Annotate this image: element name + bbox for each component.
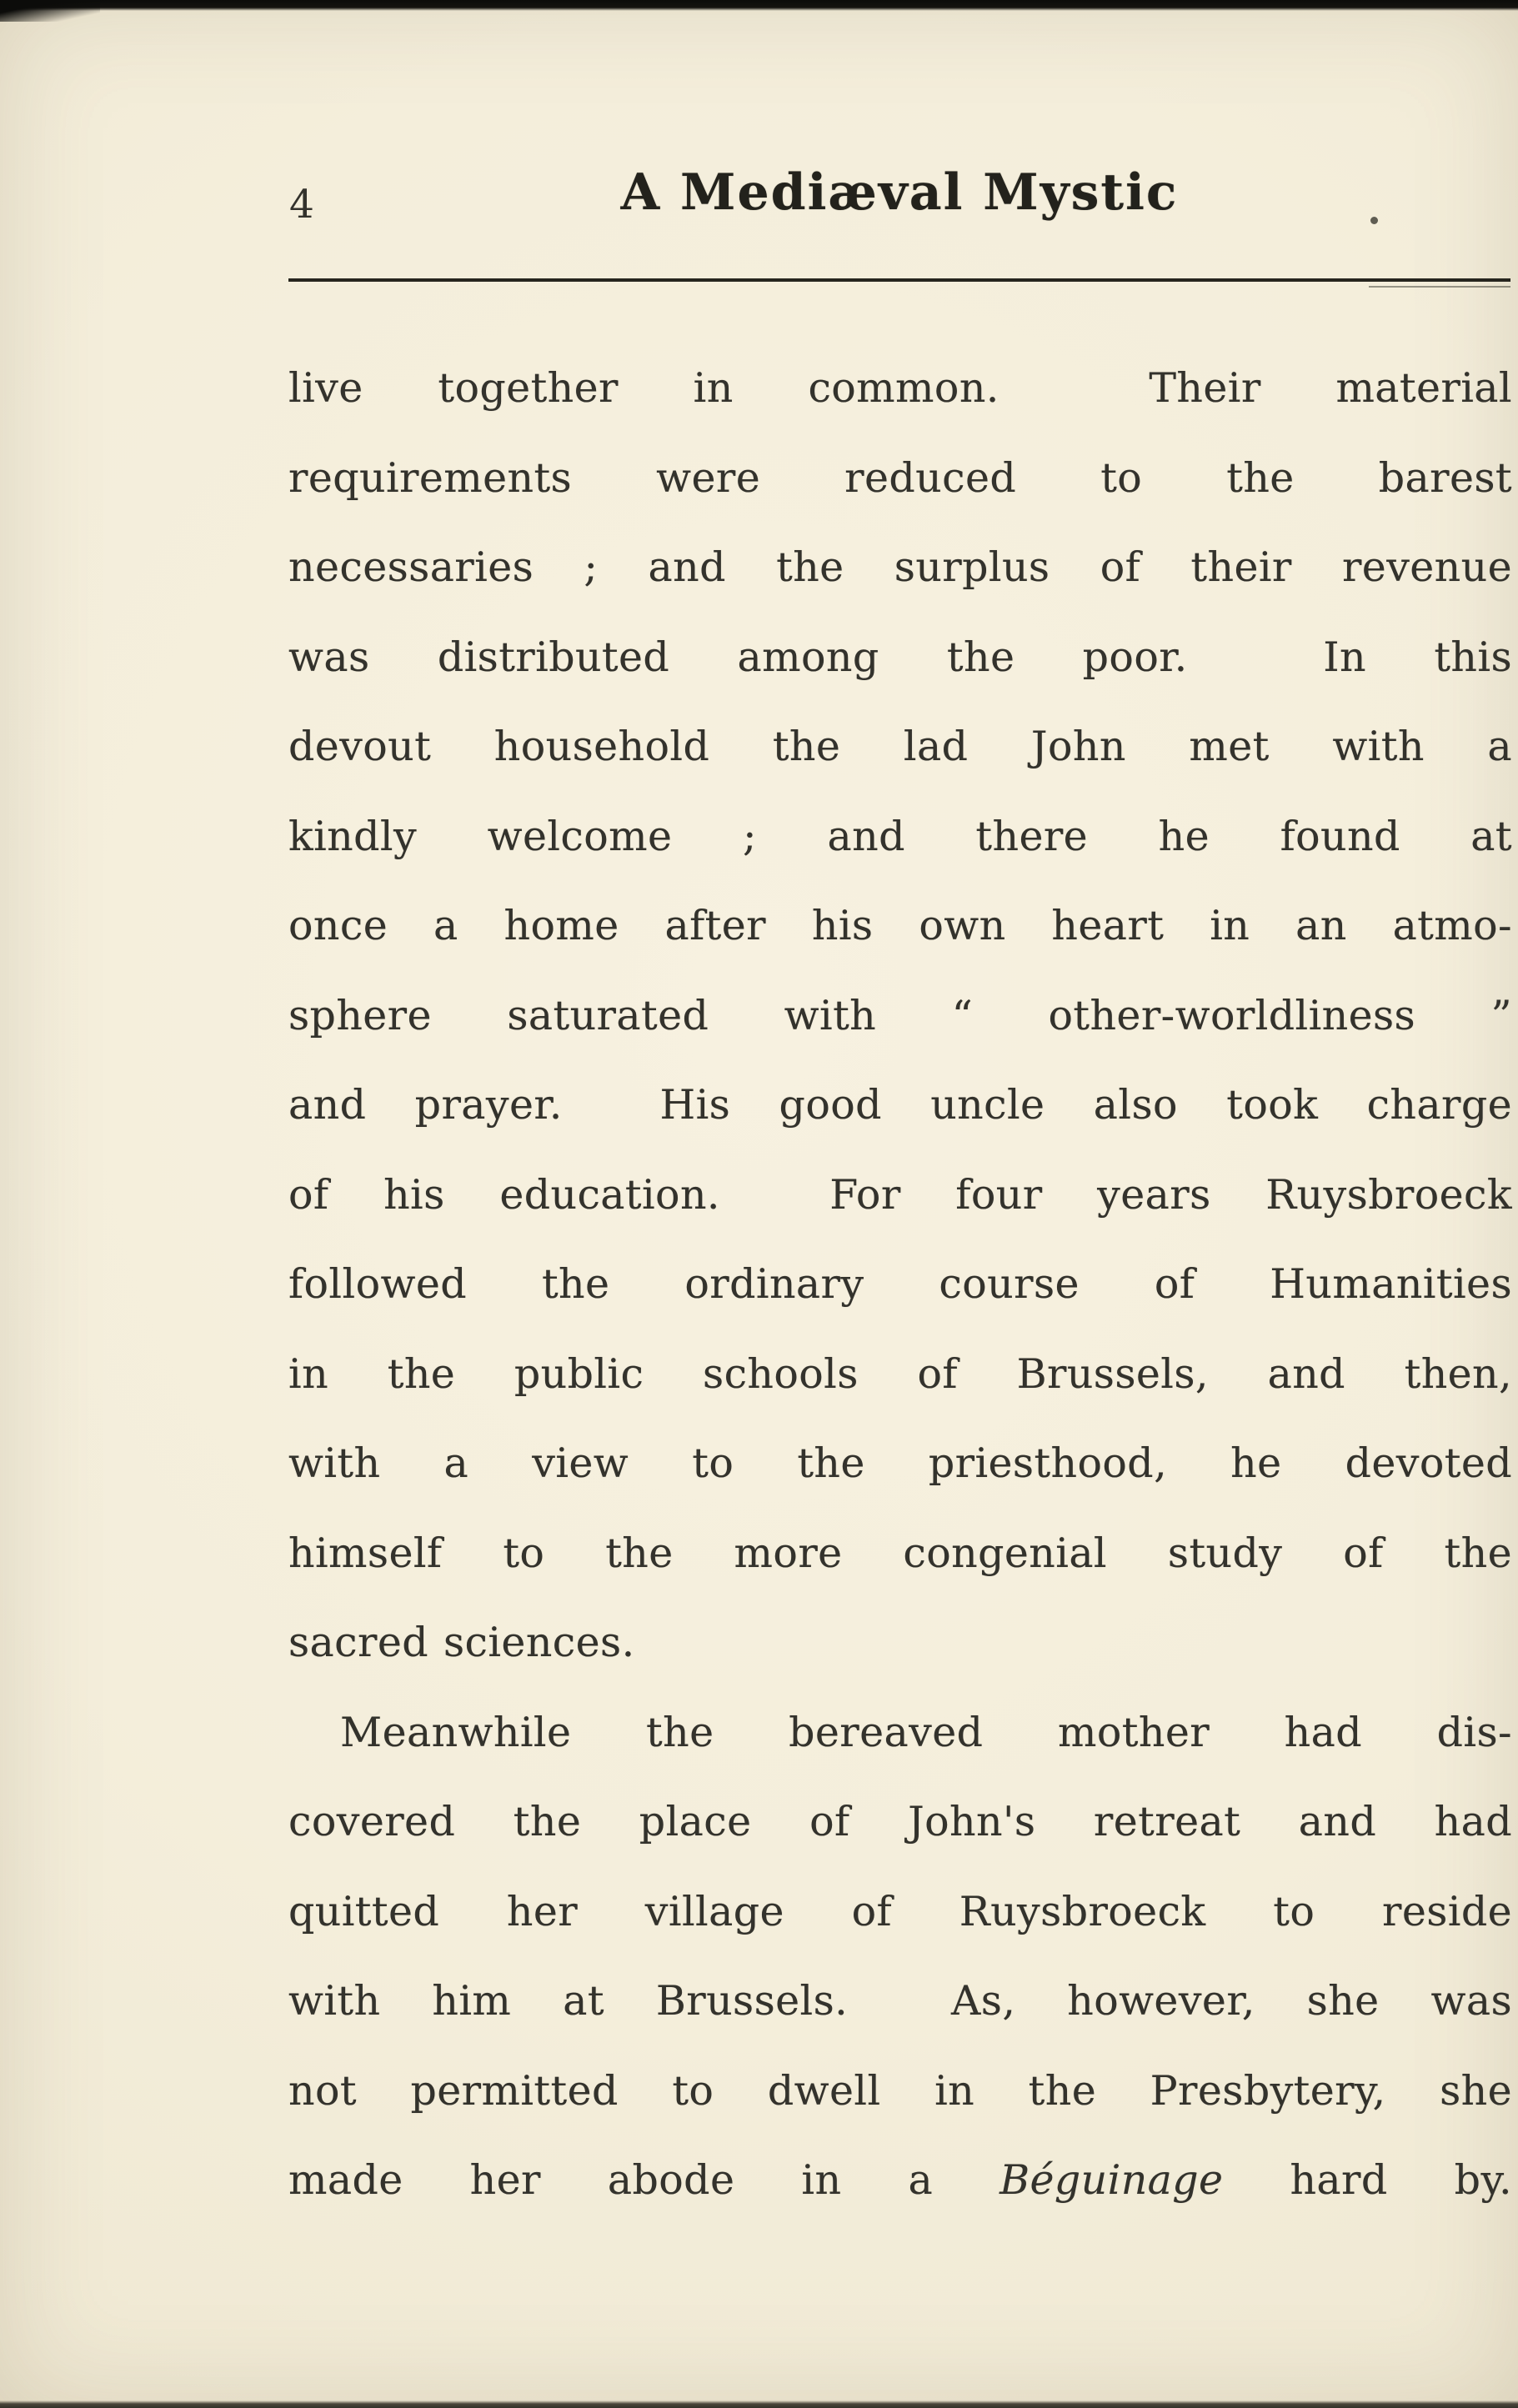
text-line: [288, 2046, 1512, 2136]
text-segment: was distributed among the poor. In this: [288, 633, 1512, 681]
text-line: [288, 1060, 1512, 1150]
text-line: [288, 1150, 1512, 1240]
text-line: [288, 433, 1512, 523]
text-line: [288, 881, 1512, 971]
text-segment: Meanwhile the bereaved mother had dis-: [340, 1708, 1512, 1756]
text-segment: devout household the lad John met with a: [288, 723, 1512, 770]
text-segment: sphere saturated with “ other-worldliness ”: [288, 991, 1512, 1039]
scan-edge-top-left: [0, 0, 100, 22]
text-line: [288, 1329, 1512, 1419]
header-rule: [288, 278, 1510, 282]
text-segment: necessaries ; and the surplus of their revenue: [288, 543, 1512, 591]
text-segment: requirements were reduced to the barest: [288, 453, 1512, 502]
scan-edge-top: [0, 0, 1518, 11]
text-segment: with a view to the priesthood, he devoted: [288, 1439, 1512, 1487]
text-line: [288, 1867, 1512, 1957]
text-line: [288, 343, 1512, 433]
text-segment: and prayer. His good uncle also took charge: [288, 1081, 1512, 1129]
text-line: [288, 2135, 1512, 2225]
text-segment: quitted her village of Ruysbroeck to reside: [288, 1887, 1512, 1935]
text-line: [288, 1598, 1512, 1688]
scan-edge-bottom: [0, 2400, 1518, 2408]
text-segment: not permitted to dwell in the Presbytery, she: [288, 2066, 1512, 2115]
text-line: [288, 1239, 1512, 1329]
text-segment: of his education. For four years Ruysbroeck: [288, 1170, 1512, 1219]
running-title: A Mediæval Mystic: [620, 163, 1179, 222]
text-line: [288, 523, 1512, 613]
text-line: [288, 1419, 1512, 1509]
text-line: [288, 1777, 1512, 1867]
text-line: [288, 613, 1512, 703]
scan-artifact-dot: [1370, 217, 1378, 224]
text-segment: with him at Brussels. As, however, she was: [288, 1977, 1512, 2025]
text-segment: once a home after his own heart in an atmo-: [288, 902, 1512, 949]
text-line: [288, 702, 1512, 792]
page-number: 4: [289, 182, 315, 228]
text-line: [288, 1509, 1512, 1599]
text-segment: made her abode in a: [288, 2156, 1000, 2204]
text-segment: covered the place of John's retreat and had: [288, 1798, 1512, 1845]
text-segment: himself to the more congenial study of the: [288, 1529, 1512, 1577]
text-segment: kindly welcome ; and there he found at: [288, 812, 1512, 860]
text-segment: followed the ordinary course of Humanities: [288, 1260, 1512, 1308]
text-line: [288, 1688, 1512, 1778]
body-text: [288, 343, 1512, 2225]
text-segment: sacred sciences.: [288, 1619, 635, 1666]
text-segment: hard by.: [1223, 2156, 1512, 2204]
text-segment: in the public schools of Brussels, and then,: [288, 1349, 1512, 1398]
text-line: [288, 1956, 1512, 2046]
text-segment: live together in common. Their material: [288, 364, 1512, 412]
text-line: [288, 971, 1512, 1061]
text-line: [288, 792, 1512, 882]
italic-text: Béguinage: [999, 2156, 1224, 2204]
